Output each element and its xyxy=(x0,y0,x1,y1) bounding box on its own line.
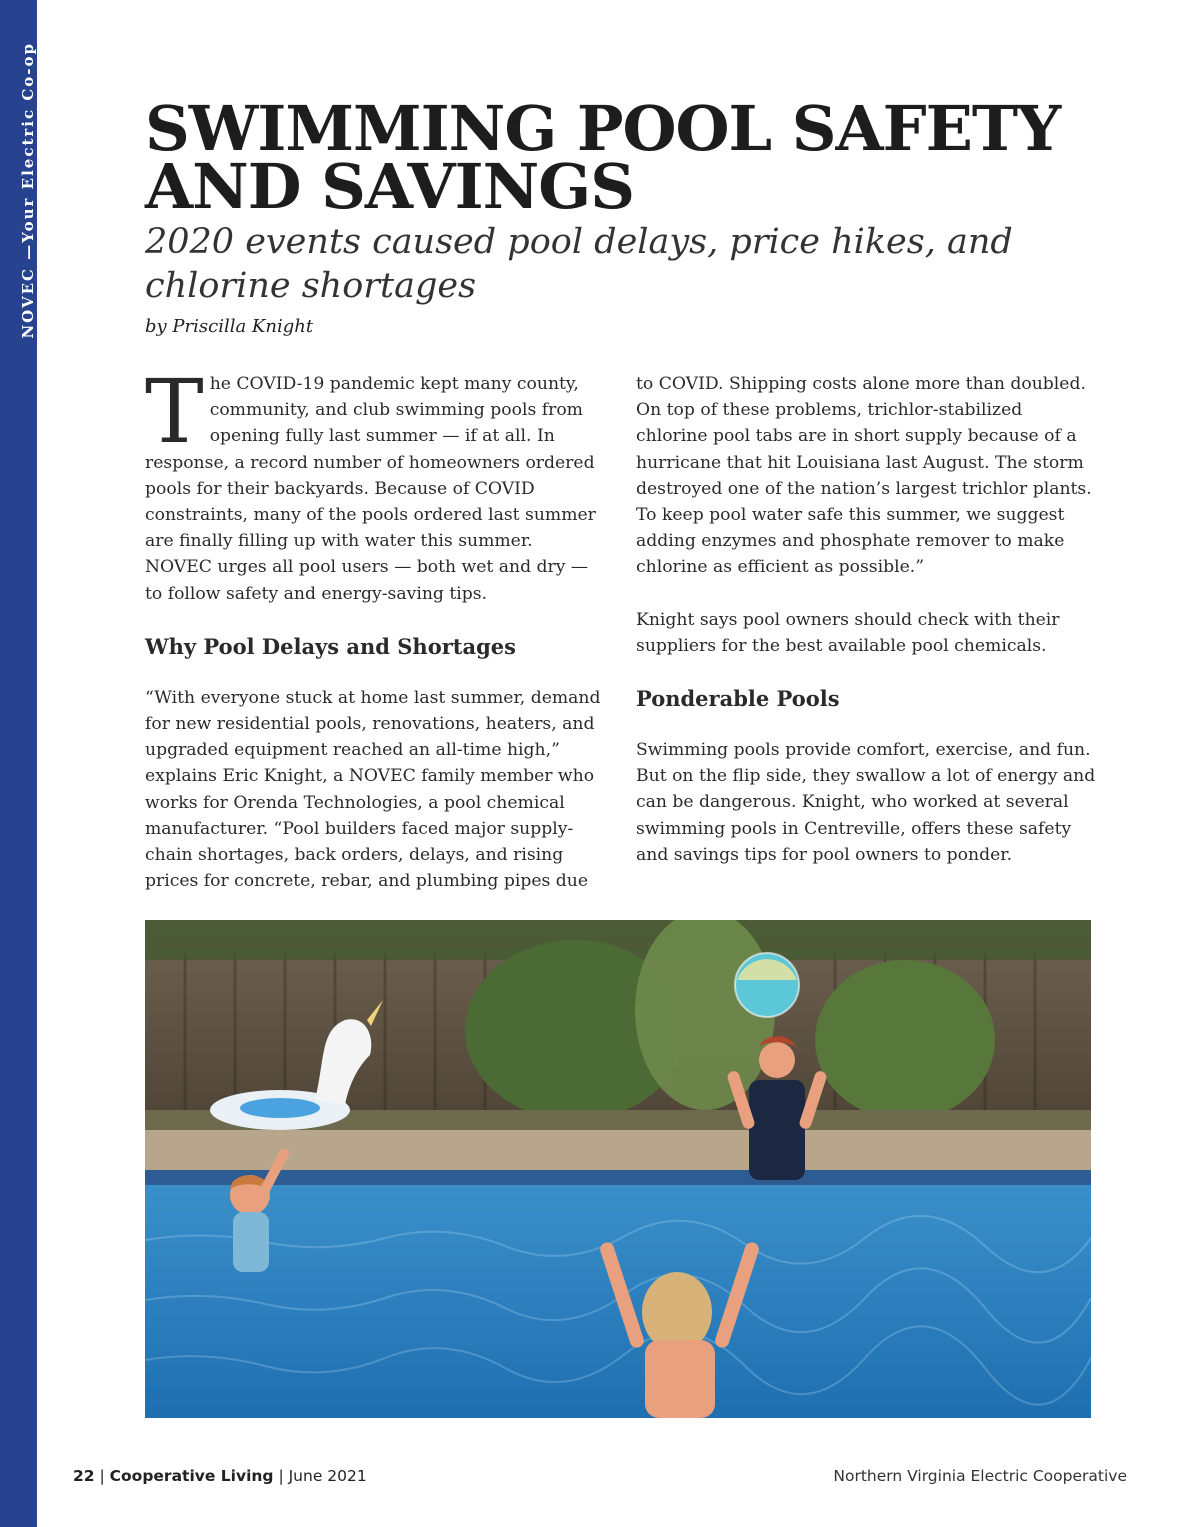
byline: by Priscilla Knight xyxy=(145,316,314,337)
article-column-right xyxy=(636,371,1096,894)
magazine-name: Cooperative Living xyxy=(109,1467,274,1485)
paragraph-quote-start: “With everyone stuck at home last summer, demand for new residential pools, renovations, heaters, and upgraded equipment reached an all-time high,” explains Eric Knight, a NOVEC family member who works for Orenda Technologies, a pool chemical manufacturer. “Pool builders faced major supply-chain shortages, back orders, delays, and rising prices for concrete, rebar, and plumbing pipes due xyxy=(145,687,601,892)
paragraph-quote-end: to COVID. Shipping costs alone more than doubled. On top of these problems, trichlor-stabilized chlorine pool tabs are in short supply because of a hurricane that hit Louisiana last August. The storm destroyed one of the nation’s largest trichlor plants. To keep pool water safe this summer, we suggest adding enzymes and phosphate remover to make chlorine as efficient as possible.” xyxy=(636,374,1092,578)
side-label-text: NOVEC —Your Electric Co-op xyxy=(19,42,37,339)
heading-delays: Why Pool Delays and Shortages xyxy=(145,633,516,659)
paragraph-intro-text: he COVID-19 pandemic kept many county, community, and club swimming pools from opening fully last summer — if at all. In response, a record number of homeowners ordered pools for their backyards. Because of COVID constraints, many of the pools ordered last summer are finally filling up with water this summer. NOVEC urges all pool users — both wet and dry — to follow safety and energy-saving tips. xyxy=(145,374,596,604)
side-bar xyxy=(0,0,37,1527)
paragraph-tips-intro: Swimming pools provide comfort, exercise, and fun. But on the flip side, they swallow a lot of energy and can be dangerous. Knight, who worked at several swimming pools in Centreville, offers these safety and savings tips for pool owners to ponder. xyxy=(636,740,1096,865)
drop-cap: T xyxy=(145,360,204,463)
page-number: 22 xyxy=(73,1467,95,1485)
paragraph-chemicals: Knight says pool owners should check with their suppliers for the best available pool chemicals. xyxy=(636,609,1060,656)
side-label xyxy=(0,0,37,339)
subheadline: 2020 events caused pool delays, price hikes, and chlorine shortages xyxy=(145,222,1013,306)
pool-illustration xyxy=(145,920,1091,1418)
beach-ball xyxy=(735,953,799,1017)
pool-photo xyxy=(145,920,1091,1418)
footer-publisher: Northern Virginia Electric Cooperative xyxy=(833,1467,1127,1485)
headline xyxy=(145,92,1105,223)
article-column-left xyxy=(145,360,605,920)
headline-line-1: SWIMMING POOL SAFETY xyxy=(145,92,1061,165)
issue-date: June 2021 xyxy=(288,1467,367,1485)
footer-left: 22 | Cooperative Living | June 2021 xyxy=(73,1467,367,1485)
paragraph-intro xyxy=(145,360,605,607)
heading-ponderable: Ponderable Pools xyxy=(636,686,840,712)
headline-line-2: AND SAVINGS xyxy=(145,150,634,223)
